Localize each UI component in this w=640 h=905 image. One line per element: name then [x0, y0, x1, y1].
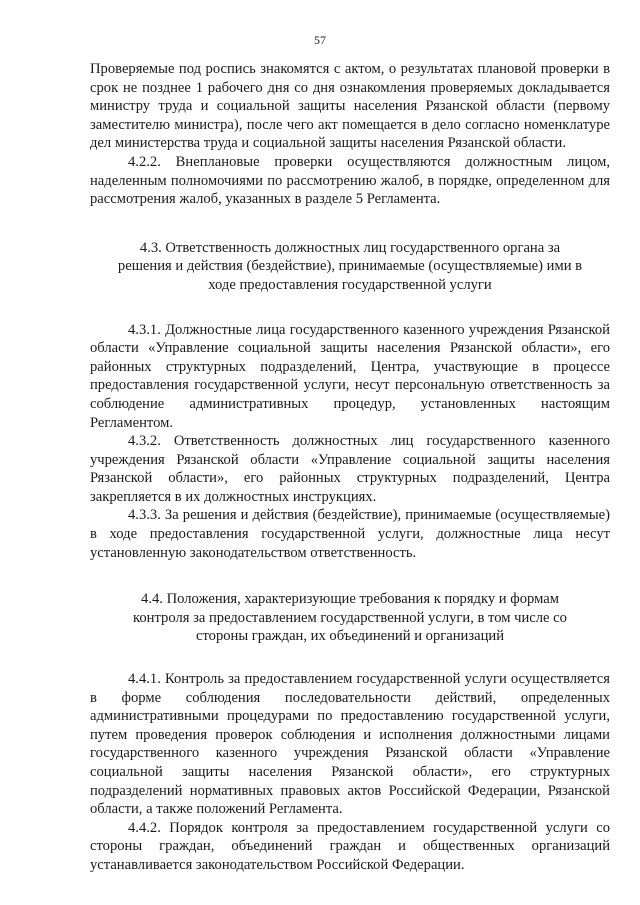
- paragraph-4-3-1: 4.3.1. Должностные лица государственного казенного учреждения Рязанской области «Управление социальной защиты населения Рязанской области», его районных структурных подразделений, Центра, участвующие в процессе предоставления государственной услуги, несут персональную ответственность за соблюдение административных процедур, установленных настоящим Регламентом.: [90, 321, 610, 431]
- paragraph-4-4-1: 4.4.1. Контроль за предоставлением государственной услуги осуществляется в форме соблюдения последовательности действий, определенных административными процедурами по предоставлению государственной услуги, путем проведения проверок соблюдения и исполнения должностными лицами государственного казенного учреждения Рязанской области «Управление социальной защиты населения Рязанской области», его структурных подразделений нормативных правовых актов Российской Федерации, Рязанской области, а также положений Регламента.: [90, 671, 610, 818]
- paragraph-4-4-2: 4.4.2. Порядок контроля за предоставлением государственной услуги со стороны граждан, объединений граждан и общественных организаций устанавливается законодательством Российской Федерации.: [90, 819, 610, 873]
- page-number: 57: [314, 33, 326, 47]
- paragraph-4-3-3: 4.3.3. За решения и действия (бездействие), принимаемые (осуществляемые) в ходе предоставления государственной услуги, должностные лица несут установленную законодательством ответственность.: [90, 507, 610, 561]
- paragraph-act-familiarization: Проверяемые под роспись знакомятся с актом, о результатах плановой проверки в срок не позднее 1 рабочего дня со дня ознакомления проверяемых докладывается министру труда и социальной защиты населения Рязанской области (первому заместителю министра), после чего акт помещается в дело согласно номенклатуре дел министерства труда и социальной защиты населения Рязанской области.: [90, 61, 610, 152]
- section-heading-4-4: 4.4. Положения, характеризующие требования к порядку и формам контроля за предоставлением государственной услуги, в том числе со стороны граждан, их объединений и организаций: [133, 591, 567, 645]
- document-body: [90, 60, 610, 875]
- paragraph-4-2-2: 4.2.2. Внеплановые проверки осуществляются должностным лицом, наделенным полномочиями по рассмотрению жалоб, в порядке, определенном для рассмотрения жалоб, указанных в разделе 5 Регламента.: [90, 153, 610, 208]
- paragraph-4-3-2: 4.3.2. Ответственность должностных лиц государственного казенного учреждения Рязанской области «Управление социальной защиты населения Рязанской области», его районных структурных подразделений, Центра закрепляется в их должностных инструкциях.: [90, 433, 610, 505]
- section-heading-4-3: 4.3. Ответственность должностных лиц государственного органа за решения и действия (бездействие), принимаемые (осуществляемые) ими в ходе предоставления государственной услуги: [117, 239, 583, 293]
